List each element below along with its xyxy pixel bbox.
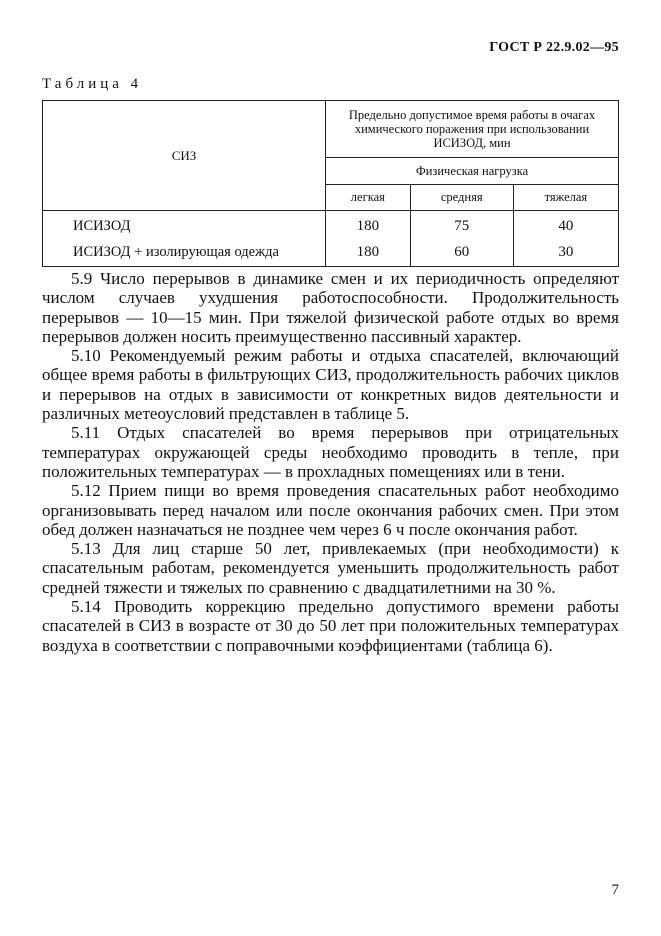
- row-siz-name: ИСИЗОД + изолирующая одежда: [43, 239, 326, 267]
- allowed-time-header: Предельно допустимое время работы в очагах химического поражения при использовании ИСИЗОД, мин: [326, 101, 619, 158]
- table-caption: Таблица 4: [42, 76, 143, 92]
- load-col-light: легкая: [326, 185, 411, 211]
- page-number: 7: [611, 882, 619, 898]
- table-row: [43, 211, 619, 240]
- physical-load-header: Физическая нагрузка: [326, 158, 619, 185]
- paragraph-5-12: 5.12 Прием пищи во время проведения спасательных работ необходимо организовывать перед началом или после окончания рабочих смен. При этом обед должен назначаться не позднее чем через 6 ч после окончания работ.: [42, 481, 619, 539]
- document-code: ГОСТ Р 22.9.02—95: [489, 40, 619, 55]
- row-value-heavy: 30: [513, 239, 618, 267]
- body-text: [42, 269, 619, 655]
- table-row: [43, 239, 619, 267]
- row-value-light: 180: [326, 239, 411, 267]
- load-col-heavy: тяжелая: [513, 185, 618, 211]
- paragraph-5-14: 5.14 Проводить коррекцию предельно допустимого времени работы спасателей в СИЗ в возрасте от 30 до 50 лет при положительных температурах воздуха в соответствии с поправочными коэффициентами (таблица 6).: [42, 597, 619, 655]
- row-value-heavy: 40: [513, 211, 618, 240]
- paragraph-5-11: 5.11 Отдых спасателей во время перерывов при отрицательных температурах окружающей среды необходимо проводить в тепле, при положительных температурах — в прохладных помещениях или в тени.: [42, 423, 619, 481]
- row-value-light: 180: [326, 211, 411, 240]
- row-siz-name: ИСИЗОД: [43, 211, 326, 240]
- paragraph-5-13: 5.13 Для лиц старше 50 лет, привлекаемых (при необходимости) к спасательным работам, рекомендуется уменьшить продолжительность работ средней тяжести и тяжелых по сравнению с двадцатилетними на 30 %.: [42, 539, 619, 597]
- row-value-medium: 75: [410, 211, 513, 240]
- row-value-medium: 60: [410, 239, 513, 267]
- paragraph-5-9: 5.9 Число перерывов в динамике смен и их периодичность определяют числом случаев ухудшения работоспособности. Продолжительность перерывов — 10—15 мин. При тяжелой физической работе отдых во время перерывов должен носить преимущественно пассивный характер.: [42, 269, 619, 346]
- load-col-medium: средняя: [410, 185, 513, 211]
- table-4: [42, 100, 619, 267]
- col-siz-header: СИЗ: [43, 101, 326, 211]
- paragraph-5-10: 5.10 Рекомендуемый режим работы и отдыха спасателей, включающий общее время работы в фильтрующих СИЗ, продолжительность рабочих циклов и перерывов на отдых в зависимости от конкретных видов деятельности и различных метеоусловий представлен в таблице 5.: [42, 346, 619, 424]
